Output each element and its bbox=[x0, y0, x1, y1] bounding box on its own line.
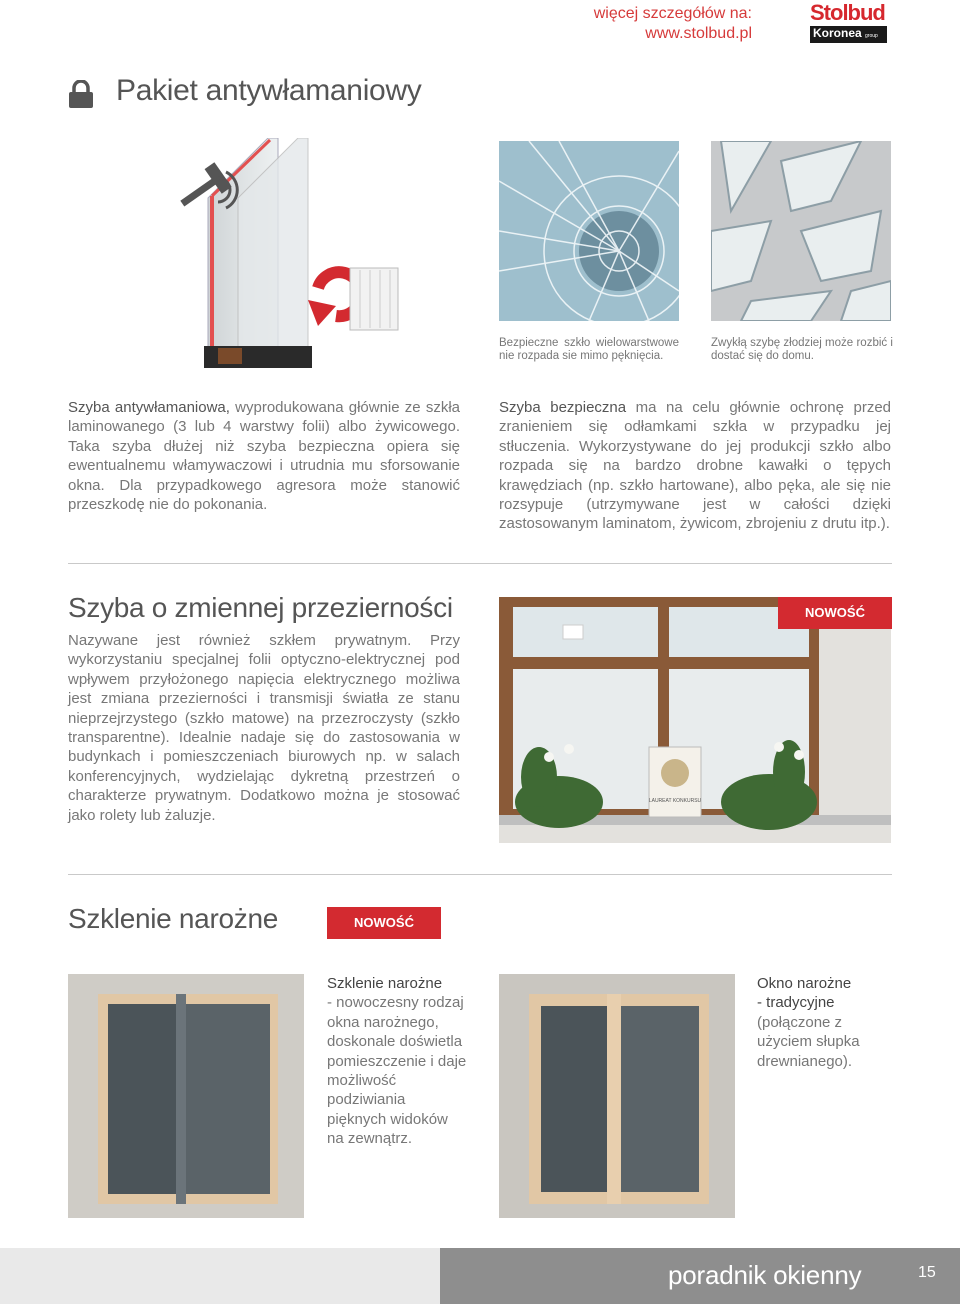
logo-top-text: Stolbud bbox=[810, 0, 885, 25]
paragraph-safety-glass-body: ma na celu głównie ochronę przed zranieniem się odłamkami szkła w przypadku jej stłuczenia. Wykorzystywane do jej produkcji szkło albo rozpada się na bardzo drobne kawałki o tępych krawędziach (np. szkło hartowane), albo pęka, ale się nie rozsypuje (utrzymywane jest w całości dzięki zastosowanym laminatom, żywicom, zbrojeniu z drutu itp.). bbox=[499, 399, 892, 533]
award-card-text: LAUREAT KONKURSU bbox=[648, 798, 702, 804]
logo-bottom-text bbox=[810, 26, 887, 43]
section-title-anti-burglary: Pakiet antywłamaniowy bbox=[116, 74, 422, 107]
lock-icon bbox=[68, 80, 94, 108]
paragraph-anti-burglary-body: wyprodukowana głównie ze szkła laminowanego (3 lub 4 warstwy folii) albo żywicowego. Taka szyba dłużej niż szyba bezpieczna opiera się ewentualnemu włamywaczowi i utrudnia mu sforsowanie okna. Dla przypadkowego agresora może stanowić przeszkodę nie do pokonania. bbox=[68, 399, 461, 514]
more-info-link[interactable]: www.stolbud.pl bbox=[645, 25, 752, 42]
term-safety-glass: Szyba bezpieczna bbox=[499, 399, 627, 416]
privacy-glass-photo bbox=[499, 597, 891, 843]
footer-brand bbox=[668, 1260, 861, 1291]
corner-glazing-text: - nowoczesny rodzaj okna narożnego, doskonale doświetla pomieszczenie i daje możliwość podziwiania pięknych widoków na zewnątrz. bbox=[327, 994, 467, 1148]
corner-window-subheading: - tradycyjne bbox=[757, 994, 835, 1012]
stolbud-logo bbox=[810, 2, 890, 42]
new-badge-privacy: NOWOŚĆ bbox=[778, 597, 892, 629]
caption-normal-glass: Zwykłą szybę złodziej może rozbić i dostać się do domu. bbox=[711, 337, 893, 362]
corner-glazing-heading: Szklenie narożne bbox=[327, 975, 443, 992]
logo-koronea: Koronea bbox=[813, 26, 862, 40]
divider bbox=[68, 563, 892, 564]
caption-safety-glass: Bezpieczne szkło wielowarstwowe nie rozpada sie mimo pęknięcia. bbox=[499, 337, 679, 362]
glass-cross-section-illustration bbox=[168, 138, 408, 370]
radiator-icon bbox=[350, 268, 398, 330]
privacy-glass-body: Przy wykorzystaniu specjalnej folii optyczno-elektrycznej pod wpływem przyłożonego napięcia elektrycznego możliwa jest zmiana przezierności i transmisji światła ze stanu nieprzejrzystego (szkło matowe) na przezroczysty (szkło transparentne). Idealnie nadaje się do zastosowania w budynkach i pomieszczeniach biurowych np. w salach konferencyjnych, wydzielając dykretną przestrzeń o charakterze prywatnym. Dodatkowo można je stosować jako rolety lub żaluzje. bbox=[68, 632, 460, 824]
new-badge-corner: NOWOŚĆ bbox=[327, 907, 441, 939]
term-anti-burglary: Szyba antywłamaniowa, bbox=[68, 399, 230, 416]
corner-glazing-photo bbox=[68, 974, 304, 1218]
normal-glass-photo bbox=[711, 141, 891, 321]
paragraph-privacy-glass bbox=[68, 631, 460, 825]
corner-glazing-description bbox=[327, 974, 467, 1149]
footer-brand-part1: poradnik bbox=[668, 1260, 774, 1290]
section-title-corner-glazing: Szklenie narożne bbox=[68, 903, 278, 934]
paragraph-anti-burglary bbox=[68, 398, 460, 514]
logo-group: group bbox=[865, 33, 878, 39]
privacy-glass-lead: Nazywane jest również szkłem prywatnym. bbox=[68, 632, 412, 649]
corner-window-photo bbox=[499, 974, 735, 1218]
more-info-line1: więcej szczegółów na: bbox=[593, 5, 752, 22]
page-number: 15 bbox=[918, 1264, 936, 1281]
more-info-text bbox=[452, 4, 752, 44]
corner-window-heading: Okno narożne bbox=[757, 975, 852, 992]
corner-window-description bbox=[757, 974, 897, 1071]
corner-window-text: (połączone z użyciem słupka drewnianego). bbox=[757, 1013, 860, 1070]
divider bbox=[68, 874, 892, 875]
footer-brand-part2: okienny bbox=[773, 1260, 862, 1290]
safety-glass-photo bbox=[499, 141, 679, 321]
paragraph-safety-glass bbox=[499, 398, 891, 534]
section-title-privacy-glass: Szyba o zmiennej przezierności bbox=[68, 592, 453, 623]
footer-left-band bbox=[0, 1248, 440, 1304]
